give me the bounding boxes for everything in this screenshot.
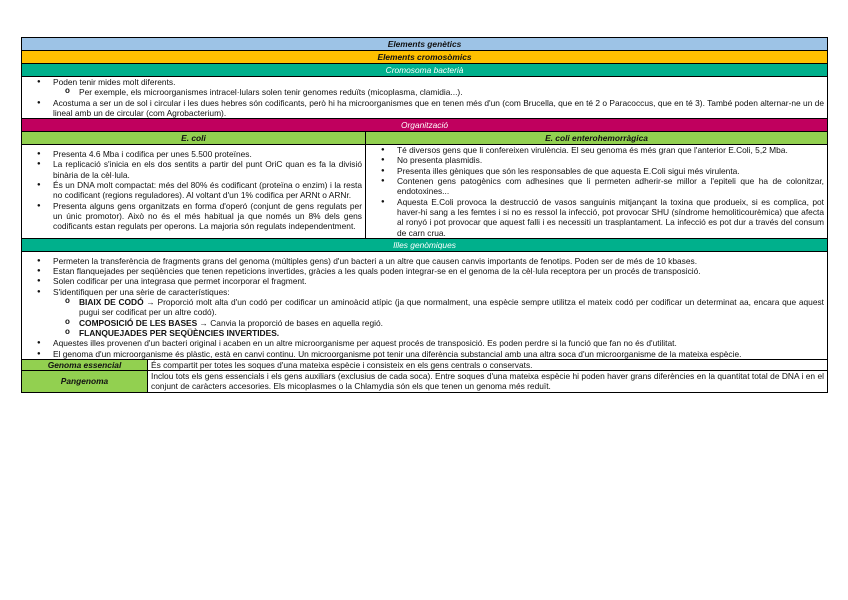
list-item: ● Solen codificar per una integrasa que permet incorporar el fragment.	[53, 276, 824, 286]
document-page	[21, 37, 827, 393]
term-genoma-essencial: Genoma essencial	[22, 359, 148, 370]
list-subitem: o BIAIX DE CODÓ → Proporció molt alta d'un codó per codificar un aminoàcid atípic (ja que normalment, una espècie sempre utilitza el mateix codó per codificar un determinat aa, encara que aquest pugui ser codificat per un altre codó).	[79, 297, 824, 318]
list-item: ● És un DNA molt compactat: més del 80% és codificant (proteïna o enzim) i la resta no codificant (regions reguladores). Al voltant d'un 1% codifica per ARNt o ARNr.	[53, 180, 362, 201]
list-item: ● Aquesta E.Coli provoca la destrucció de vasos sanguinis mitjançant la toxina que produeix, si es complica, pot haver-hi sang a les femtes i si no es ressol la infecció, pot provocar SHU (síndrome hemoliticourèmica) que afecta al ronyó i pot provocar que aquest falli i es necessiti un trasplantament. La infecció es pot dur a través del consum de carn crua.	[397, 197, 824, 238]
title-cromosoma-bacteria: Cromosoma bacterià	[22, 64, 828, 77]
illes-list	[25, 256, 824, 359]
list-item: ● El genoma d'un microorganisme és plàstic, està en canvi continu. Un microorganisme pot tenir una diferència substancial amb una altra soca d'un microorganisme de la mateixa espècie.	[53, 349, 824, 359]
list-subitem: o FLANQUEJADES PER SEQÜÈNCIES INVERTIDES.	[79, 328, 824, 338]
col-title-ecoli-enterohemorragica: E. coli enterohemorràgica	[366, 132, 828, 145]
list-item: ● Aquestes illes provenen d'un bacteri original i acaben en un altre microorganisme per aquest procés de transposició. Es poden perdre si la funció que fan no és d'utilitat.	[53, 338, 824, 348]
title-organitzacio: Organització	[22, 119, 828, 132]
ecoli-cell	[22, 145, 366, 239]
term-pangenoma: Pangenoma	[22, 371, 148, 393]
list-subitem: o Per exemple, els microorganismes intracel·lulars solen tenir genomes reduïts (micoplasma, clamidia...).	[79, 87, 824, 97]
list-item: ● Té diversos gens que li confereixen virulència. El seu genoma és més gran que l'anterior E.Coli, 5,2 Mba.	[397, 145, 824, 155]
cromosoma-list	[25, 77, 824, 118]
list-item: ● Presenta alguns gens organitzats en forma d'operó (conjunt de gens regulats per un únic promotor). Això no és el més habitual ja que només un 8% dels gens codificants estan regulats per operons. La majoria són regulats independentment.	[53, 201, 362, 232]
list-item: ● Estan flanquejades per seqüències que tenen repeticions invertides, gràcies a les quals poden integrar-se en el genoma de la cèl·lula receptora per un procés de transposició.	[53, 266, 824, 276]
list-item: ● La replicació s'inicia en els dos sentits a partir del punt OriC quan es fa la divisió binària de la cèl·lula.	[53, 159, 362, 180]
illes-section	[22, 251, 828, 359]
title-elements-cromosomics: Elements cromosòmics	[22, 51, 828, 64]
list-item: ● Acostuma a ser un de sol i circular i les dues hebres són codificants, però hi ha microorganismes que en tenen més d'un (com Brucella, que en té 2 o Paracoccus, que en té 3). També poden alternar-ne un de lineal amb un de circular (com Agrobacterium).	[53, 98, 824, 119]
list-item: ● S'identifiquen per una sèrie de característiques: o BIAIX DE CODÓ → Proporció molt alta d'un codó per codificar un aminoàcid atípic (ja que normalment, una espècie sempre utilitza el mateix codó per codificar un determinat aa, encara que aquest pugui ser codificat per un altre codó). o COMPOSICIÓ DE LES BASES → Canvia la proporció de bases en aquella regió. o FLANQUEJADES PER SEQÜÈNCIES INVERTIDES.	[53, 287, 824, 338]
ecoli-enterohemorragica-list	[369, 145, 824, 238]
cromosoma-section	[22, 77, 828, 119]
list-subitem: o COMPOSICIÓ DE LES BASES → Canvia la proporció de bases en aquella regió.	[79, 318, 824, 328]
ecoli-enterohemorragica-cell	[366, 145, 828, 239]
list-item: ● Contenen gens patogènics com adhesines que li permeten adherir-se millor a l'epiteli que ha de colonitzar, endotoxines...	[397, 176, 824, 197]
ecoli-list	[25, 149, 362, 231]
definition-genoma-essencial: És compartit per totes les soques d'una mateixa espècie i consisteix en els gens centrals o conservats.	[148, 359, 828, 370]
list-item: ● Presenta 4.6 Mba i codifica per unes 5.500 proteïnes.	[53, 149, 362, 159]
definition-pangenoma: Inclou tots els gens essencials i els gens auxiliars (exclusius de cada soca). Entre soques d'una mateixa espècie hi poden haver grans diferències en la quantitat total de DNA i en el conjunt de caràcters accesories. Els micoplasmes o la Chlamydia són els que tenen un genoma més reduït.	[148, 371, 828, 393]
list-item: ● Presenta illes gèniques que són les responsables de que aquesta E.Coli sigui més virulenta.	[397, 166, 824, 176]
list-item: ● No presenta plasmidis.	[397, 155, 824, 165]
col-title-ecoli: E. coli	[22, 132, 366, 145]
list-item: ● Poden tenir mides molt diferents. o Per exemple, els microorganismes intracel·lulars solen tenir genomes reduïts (micoplasma, clamidia...).	[53, 77, 824, 98]
title-elements-genetics: Elements genètics	[22, 38, 828, 51]
notes-table	[21, 37, 828, 393]
title-illes-genomiques: Illes genòmiques	[22, 238, 828, 251]
list-item: ● Permeten la transferència de fragments grans del genoma (múltiples gens) d'un bacteri a un altre que causen canvis importants de fenotips. Poden ser de més de 10 kbases.	[53, 256, 824, 266]
